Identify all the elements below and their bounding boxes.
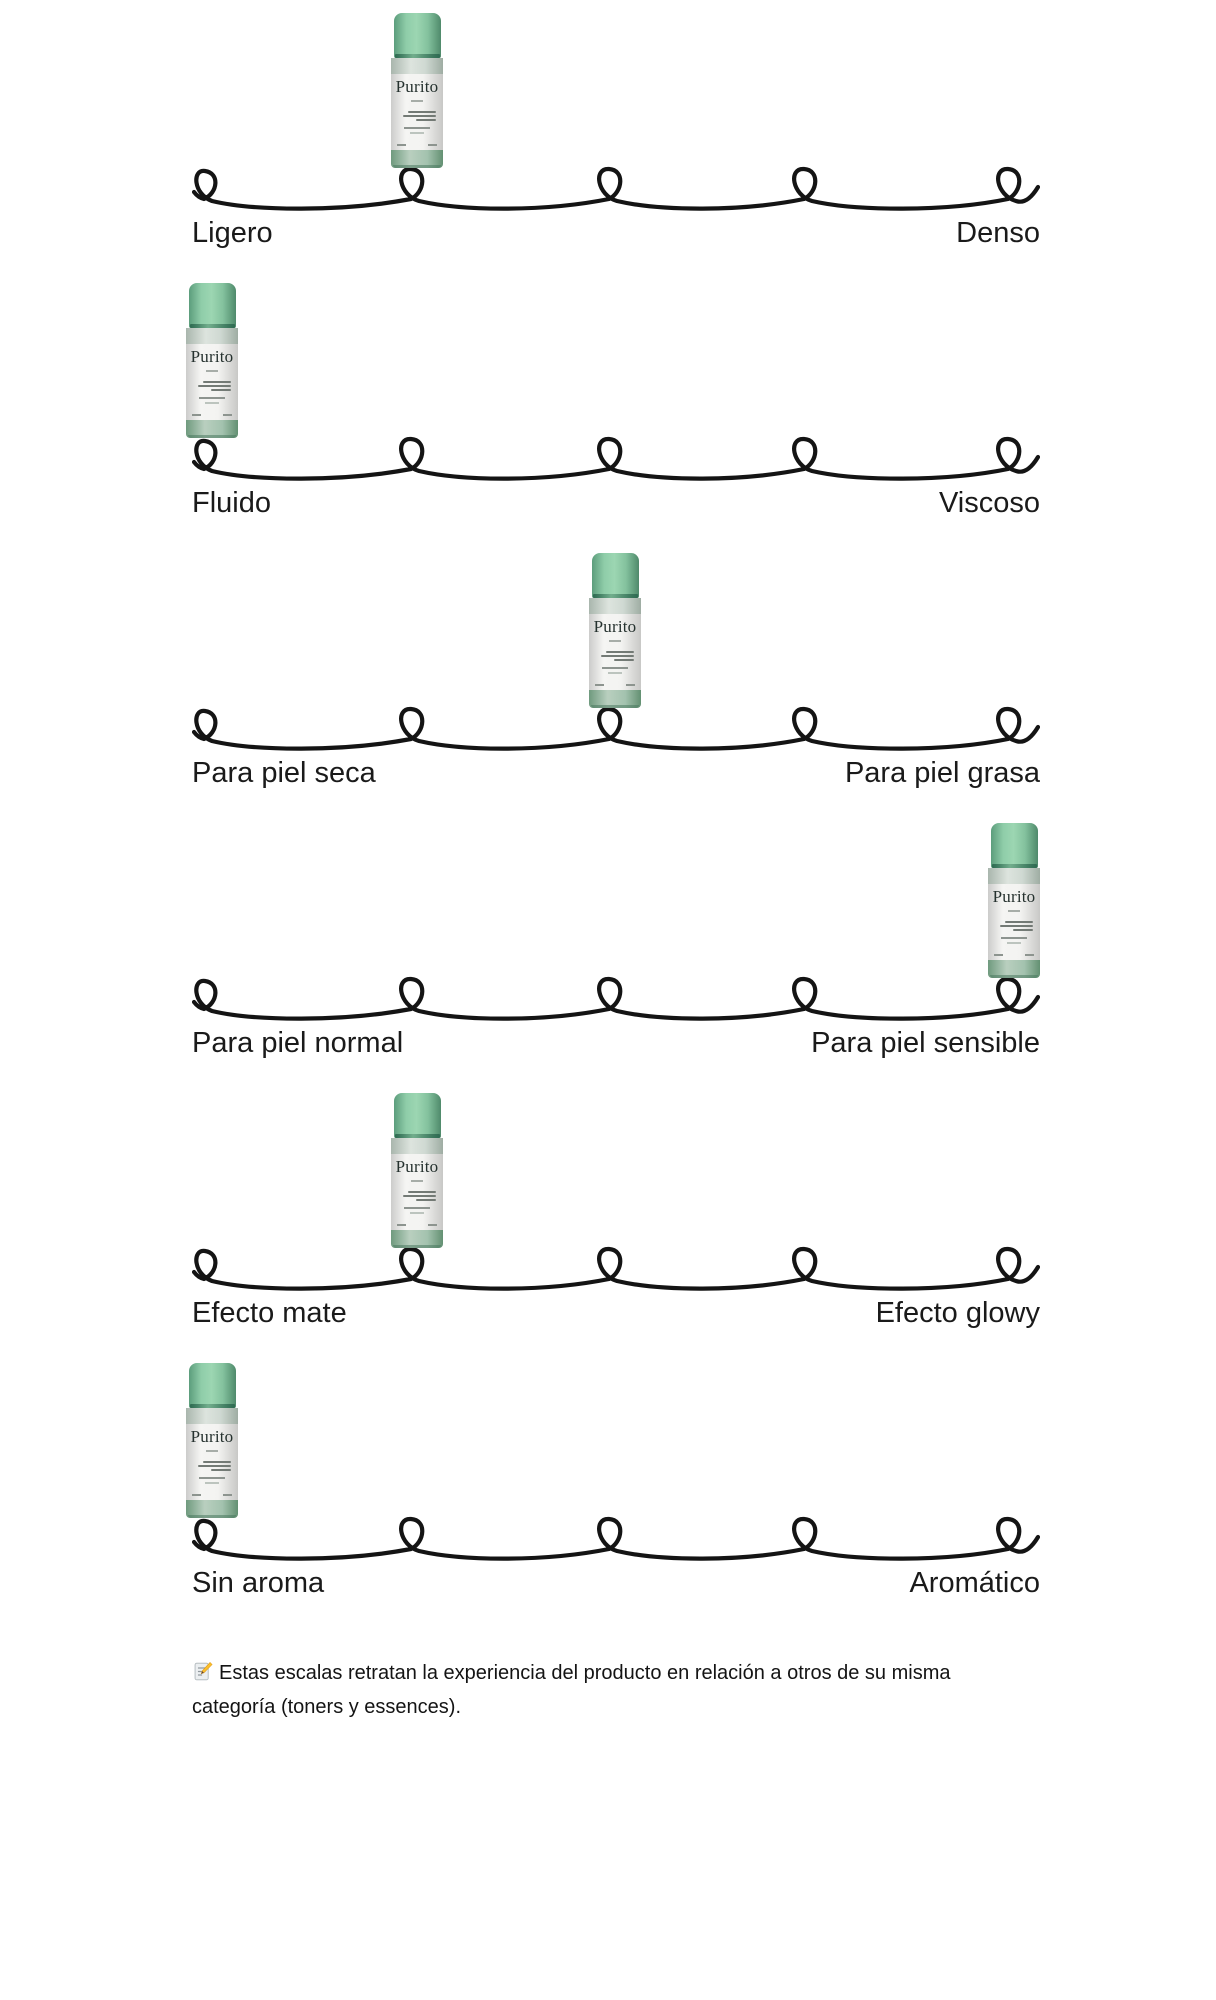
bottle-label-microtext	[186, 1482, 238, 1484]
scale-row	[0, 8, 1216, 278]
scale-row	[0, 278, 1216, 548]
bottle-brand-text: Purito	[395, 1157, 439, 1176]
bottle-liquid-bottom	[391, 150, 443, 168]
scale-right-label: Para piel grasa	[844, 757, 1040, 789]
bottle-label-microtext	[994, 954, 1034, 956]
scale-left-label: Efecto mate	[192, 1297, 347, 1329]
bottle-label-microtext	[589, 672, 641, 674]
scale-right-label: Efecto glowy	[875, 1297, 1040, 1329]
bottle-label-microtext	[192, 1494, 232, 1496]
scale-line	[192, 976, 1040, 1024]
bottle-brand-text: Purito	[190, 1427, 234, 1446]
bottle-layer	[0, 278, 1216, 438]
bottle-cap	[394, 1093, 441, 1138]
bottle-liquid-top	[186, 328, 238, 344]
product-bottle	[186, 283, 238, 438]
note-line1: Estas escalas retratan la experiencia del producto en relación a otros de su misma	[219, 1662, 951, 1684]
scale-right-label: Denso	[956, 217, 1040, 249]
bottle-liquid-top	[391, 1138, 443, 1154]
bottle-label-microtext	[403, 111, 436, 121]
bottle-label-microtext	[595, 684, 635, 686]
scale-right-label: Para piel sensible	[811, 1027, 1040, 1059]
bottle-label	[589, 614, 641, 690]
bottle-label-microtext	[198, 1461, 231, 1471]
scale-labels	[192, 486, 1040, 520]
scale-labels	[192, 756, 1040, 790]
bottle-label-microtext	[186, 402, 238, 404]
bottle-brand-text: Purito	[992, 887, 1036, 906]
bottle-label-subtext	[411, 100, 423, 102]
note-line2: categoría (toners y essences).	[192, 1696, 462, 1718]
bottle-liquid-bottom	[988, 960, 1040, 978]
bottle-liquid-top	[589, 598, 641, 614]
bottle-label-microtext	[391, 1212, 443, 1214]
bottle-label-subtext	[1008, 910, 1020, 912]
bottle-label-microtext	[601, 651, 634, 661]
bottle-layer	[0, 1088, 1216, 1248]
bottle-liquid-bottom	[391, 1230, 443, 1248]
bottle-liquid-bottom	[589, 690, 641, 708]
bottle-liquid-top	[988, 868, 1040, 884]
bottle-cap	[189, 1363, 236, 1408]
bottle-layer	[0, 1358, 1216, 1518]
scale-row	[0, 548, 1216, 818]
scale-labels	[192, 216, 1040, 250]
scale-left-label: Ligero	[192, 217, 273, 249]
memo-icon	[192, 1661, 213, 1692]
scale-row	[0, 1358, 1216, 1628]
scales-note	[192, 1658, 1032, 1723]
bottle-label-microtext	[397, 144, 437, 146]
product-bottle	[391, 13, 443, 168]
scale-row	[0, 1088, 1216, 1358]
scale-line	[192, 166, 1040, 214]
product-bottle	[589, 553, 641, 708]
scale-left-label: Sin aroma	[192, 1567, 325, 1599]
bottle-liquid-bottom	[186, 420, 238, 438]
bottle-label-microtext	[988, 937, 1040, 939]
bottle-brand-text: Purito	[593, 617, 637, 636]
bottle-label-microtext	[198, 381, 231, 391]
bottle-brand-text: Purito	[190, 347, 234, 366]
bottle-label-microtext	[589, 667, 641, 669]
bottle-label-microtext	[192, 414, 232, 416]
scale-line	[192, 1516, 1040, 1564]
scale-left-label: Para piel seca	[192, 757, 376, 789]
scale-labels	[192, 1026, 1040, 1060]
bottle-label-subtext	[609, 640, 621, 642]
bottle-layer	[0, 8, 1216, 168]
scale-row	[0, 818, 1216, 1088]
bottle-liquid-top	[391, 58, 443, 74]
bottle-cap	[592, 553, 639, 598]
scale-right-label: Aromático	[909, 1567, 1040, 1599]
bottle-label-subtext	[206, 1450, 218, 1452]
bottle-liquid-top	[186, 1408, 238, 1424]
bottle-label-microtext	[403, 1191, 436, 1201]
bottle-label-microtext	[988, 942, 1040, 944]
bottle-label	[391, 1154, 443, 1230]
bottle-brand-text: Purito	[395, 77, 439, 96]
bottle-label-microtext	[397, 1224, 437, 1226]
bottle-label-microtext	[391, 127, 443, 129]
scale-right-label: Viscoso	[938, 487, 1040, 519]
bottle-label-microtext	[391, 132, 443, 134]
bottle-layer	[0, 818, 1216, 978]
bottle-label-subtext	[206, 370, 218, 372]
scale-line	[192, 436, 1040, 484]
scale-left-label: Fluido	[192, 487, 271, 519]
bottle-label-subtext	[411, 1180, 423, 1182]
bottle-label-microtext	[186, 1477, 238, 1479]
bottle-label	[186, 1424, 238, 1500]
bottle-label	[988, 884, 1040, 960]
product-bottle	[988, 823, 1040, 978]
product-bottle	[391, 1093, 443, 1248]
scale-line	[192, 1246, 1040, 1294]
scale-labels	[192, 1296, 1040, 1330]
bottle-liquid-bottom	[186, 1500, 238, 1518]
scale-line	[192, 706, 1040, 754]
bottle-label	[186, 344, 238, 420]
bottle-label-microtext	[186, 397, 238, 399]
bottle-cap	[991, 823, 1038, 868]
bottle-label-microtext	[391, 1207, 443, 1209]
bottle-label	[391, 74, 443, 150]
scale-left-label: Para piel normal	[192, 1027, 404, 1059]
product-bottle	[186, 1363, 238, 1518]
bottle-layer	[0, 548, 1216, 708]
scale-labels	[192, 1566, 1040, 1600]
bottle-cap	[394, 13, 441, 58]
bottle-cap	[189, 283, 236, 328]
bottle-label-microtext	[1000, 921, 1033, 931]
